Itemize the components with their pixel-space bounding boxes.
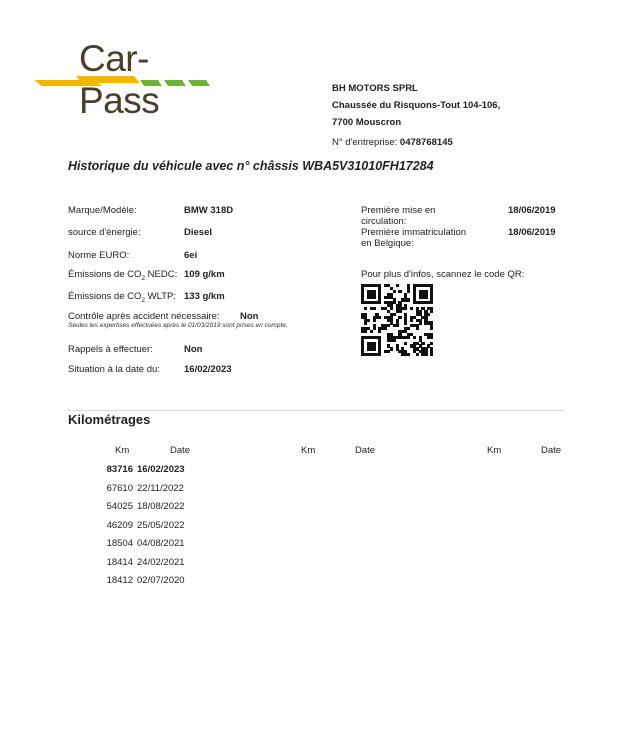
qr-module <box>396 324 399 327</box>
euro-label: Norme EURO: <box>68 250 130 261</box>
energy-value: Diesel <box>184 227 212 238</box>
qr-finder <box>430 284 433 304</box>
first-be-label <box>361 227 466 249</box>
qr-module <box>378 330 381 333</box>
mileage-table <box>68 464 208 594</box>
qr-finder <box>361 284 364 304</box>
qr-module <box>390 307 393 310</box>
first-be-label-l1: Première immatriculation <box>361 227 467 238</box>
qr-module <box>373 327 376 330</box>
car-pass-logo <box>34 38 224 121</box>
mileage-date: 25/05/2022 <box>137 519 185 531</box>
mileage-row <box>68 575 208 594</box>
mileage-km: 18504 <box>106 538 133 549</box>
qr-module <box>430 336 433 339</box>
qr-module <box>364 330 367 333</box>
qr-module <box>398 310 401 313</box>
qr-module <box>410 319 413 322</box>
mileage-date: 18/08/2022 <box>137 501 185 512</box>
first-be-value: 18/06/2019 <box>508 227 556 238</box>
mileage-row <box>68 520 208 539</box>
qr-module <box>430 327 433 330</box>
accident-label: Contrôle après accident nécessaire: <box>68 311 220 322</box>
qr-finder <box>419 290 428 299</box>
nedc-label <box>68 269 177 282</box>
qr-module <box>407 327 410 330</box>
mileage-date: 22/11/2022 <box>137 482 184 494</box>
dealer-block <box>332 80 500 131</box>
logo-text: Car-Pass <box>79 38 160 121</box>
qr-module <box>398 316 401 319</box>
qr-module <box>387 324 390 327</box>
accident-value: Non <box>240 311 259 322</box>
first-use-label <box>361 205 435 227</box>
qr-module <box>404 342 407 345</box>
qr-module <box>421 342 424 345</box>
mileage-row <box>68 557 208 576</box>
qr-module <box>407 290 410 293</box>
qr-module <box>413 336 416 339</box>
col-header-km-2: Km <box>301 445 316 456</box>
qr-module <box>370 330 373 333</box>
qr-module <box>419 321 422 324</box>
qr-module <box>407 353 410 356</box>
qr-code[interactable] <box>361 284 433 356</box>
mileage-row <box>68 538 208 557</box>
wltp-label-pre: Émissions de CO <box>68 291 142 302</box>
make-model-value: BMW 318D <box>184 205 234 216</box>
mileage-km: 18414 <box>106 556 133 568</box>
mileage-row <box>68 483 208 502</box>
page-title: Historique du véhicule avec n° châssis WBA5V31010FH17284 <box>68 159 434 173</box>
mileage-km: 18412 <box>106 575 133 586</box>
qr-module <box>364 307 367 310</box>
col-header-date-2: Date <box>355 445 376 456</box>
mileage-row <box>68 501 208 520</box>
recalls-label: Rappels à effectuer: <box>68 344 153 355</box>
qr-module <box>410 307 413 310</box>
accident-note: Seules les expertises effectuées après le 01/03/2019 sont prises en compte. <box>68 322 288 329</box>
qr-module <box>373 307 376 310</box>
wltp-label-post: WLTP: <box>145 291 176 302</box>
qr-module <box>384 327 387 330</box>
qr-module <box>430 353 433 356</box>
recalls-value: Non <box>184 344 203 355</box>
qr-module <box>407 336 410 339</box>
qr-finder <box>361 336 364 356</box>
first-use-value: 18/06/2019 <box>508 205 556 216</box>
qr-module <box>387 350 390 353</box>
qr-finder <box>413 284 416 304</box>
mileage-row <box>68 464 208 483</box>
mileage-date: 04/08/2021 <box>137 538 185 549</box>
first-be-label-l2: en Belgique: <box>361 238 414 249</box>
qr-label: Pour plus d'infos, scannez le code QR: <box>361 269 525 280</box>
qr-module <box>416 327 419 330</box>
mileage-title: Kilométrages <box>68 412 151 427</box>
qr-module <box>430 342 433 345</box>
mileage-date: 16/02/2023 <box>137 464 185 475</box>
qr-module <box>364 321 367 324</box>
qr-module <box>373 319 376 322</box>
nedc-label-pre: Émissions de CO <box>68 269 142 280</box>
qr-module <box>424 353 427 356</box>
qr-module <box>430 310 433 313</box>
qr-module <box>378 316 381 319</box>
qr-module <box>427 313 430 316</box>
company-number-row <box>332 137 453 148</box>
mileage-km: 83716 <box>106 464 133 475</box>
qr-finder <box>367 290 376 299</box>
mileage-km: 54025 <box>106 501 133 512</box>
energy-label: source d'énergie: <box>68 227 141 238</box>
qr-module <box>404 307 407 310</box>
first-use-label-l1: Première mise en <box>361 205 436 216</box>
nedc-value: 109 g/km <box>184 269 225 280</box>
qr-module <box>390 347 393 350</box>
wltp-label-sub: 2 <box>141 296 146 304</box>
mileage-km: 67610 <box>106 482 133 494</box>
wltp-value: 133 g/km <box>184 291 225 302</box>
qr-module <box>407 298 410 301</box>
nedc-label-sub: 2 <box>141 274 146 282</box>
dealer-name: BH MOTORS SPRL <box>332 83 418 94</box>
company-number-label: N° d'entreprise: <box>332 137 398 148</box>
qr-finder <box>378 336 381 356</box>
first-use-label-l2: circulation: <box>361 216 407 227</box>
qr-module <box>396 284 399 287</box>
make-model-label: Marque/Modèle: <box>68 205 137 216</box>
situation-value: 16/02/2023 <box>184 364 232 375</box>
mileage-km: 46209 <box>106 519 133 531</box>
dealer-address-line1: Chaussée du Risquons-Tout 104-106, <box>332 100 501 111</box>
wltp-label <box>68 291 176 304</box>
qr-module <box>393 339 396 342</box>
col-header-km-1: Km <box>115 445 130 456</box>
nedc-label-post: NEDC: <box>145 269 178 280</box>
mileage-date: 02/07/2020 <box>137 575 185 586</box>
qr-module <box>398 290 401 293</box>
section-divider <box>68 410 564 411</box>
qr-module <box>367 319 370 322</box>
qr-module <box>393 313 396 316</box>
situation-label: Situation à la date du: <box>68 364 160 375</box>
qr-module <box>393 290 396 293</box>
qr-module <box>404 321 407 324</box>
qr-module <box>416 353 419 356</box>
qr-finder <box>378 284 381 304</box>
dealer-address-line2: 7700 Mouscron <box>332 117 402 128</box>
company-number-value: 0478768145 <box>399 137 453 148</box>
col-header-date-3: Date <box>541 445 562 456</box>
col-header-date-1: Date <box>170 445 191 456</box>
mileage-date: 24/02/2021 <box>137 556 185 568</box>
euro-value: 6ei <box>184 250 198 261</box>
col-header-km-3: Km <box>487 445 502 456</box>
qr-finder <box>367 342 376 351</box>
